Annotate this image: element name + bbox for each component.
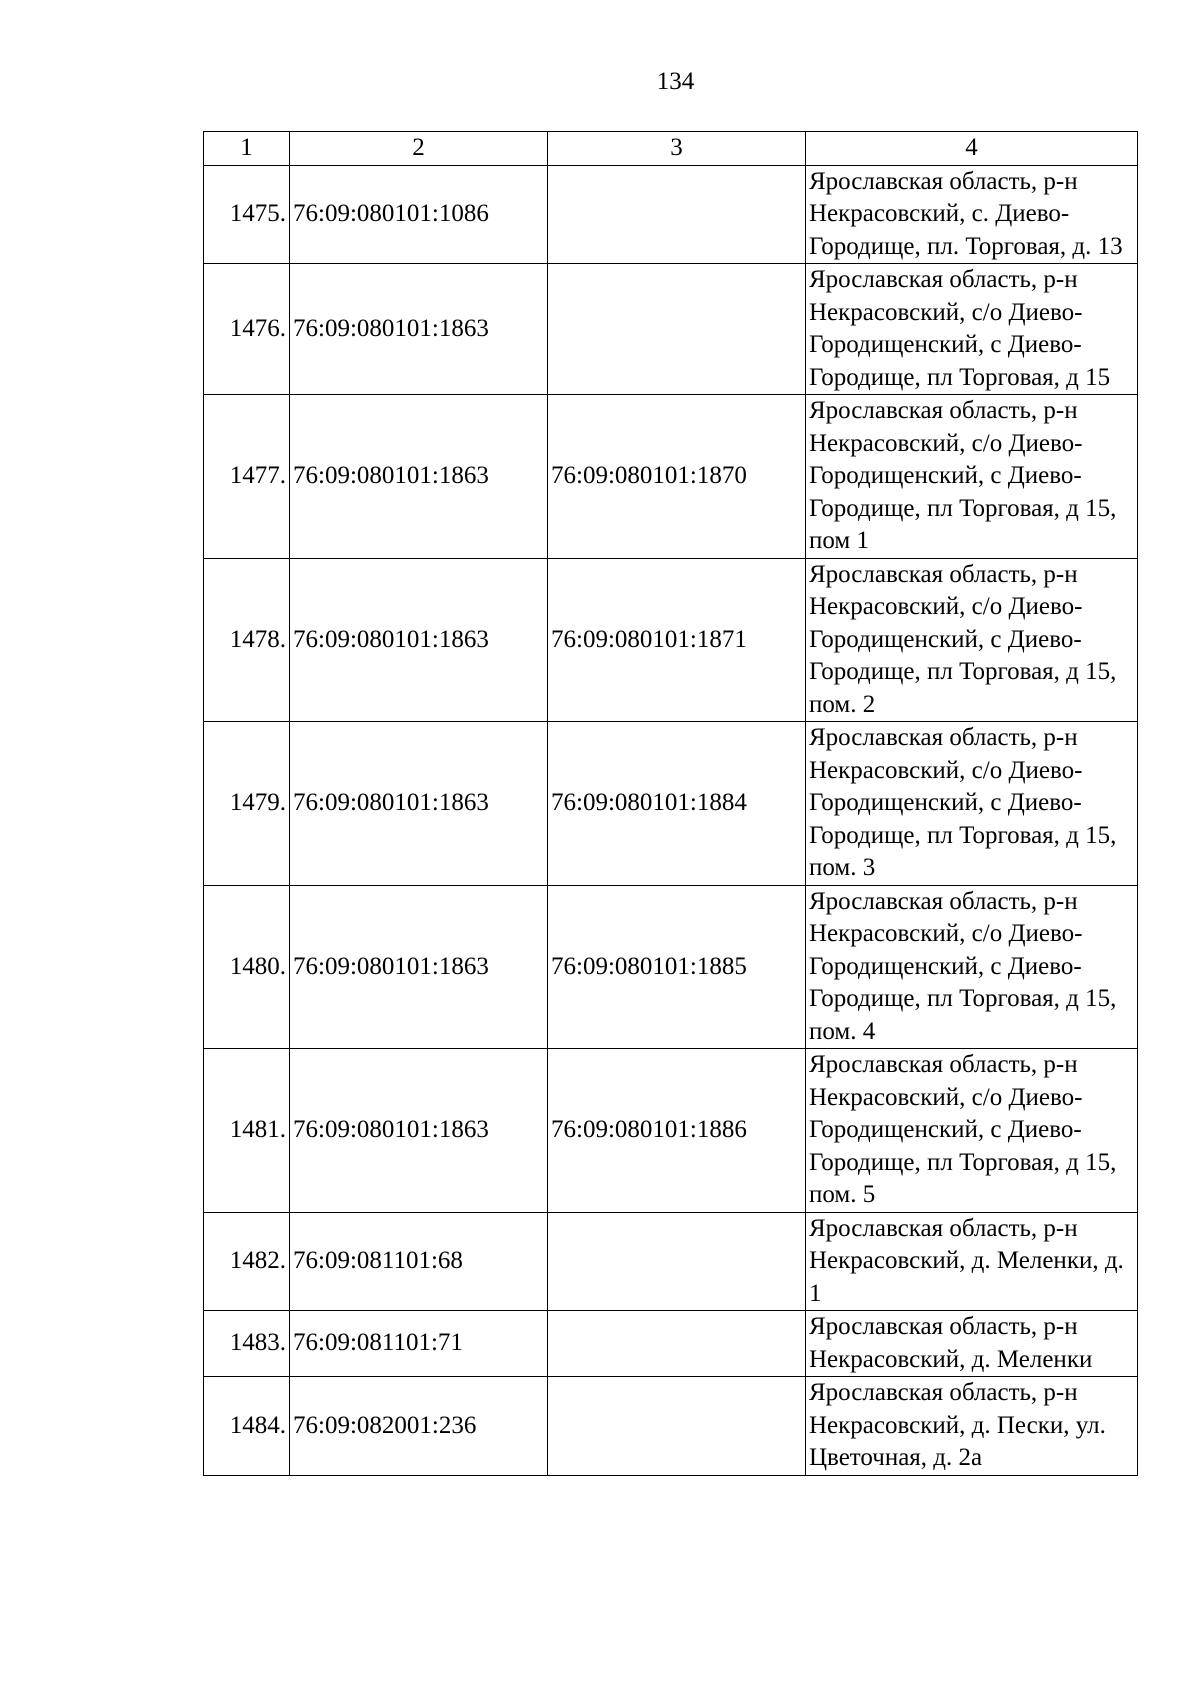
table-row bbox=[204, 1311, 1138, 1377]
address: Ярославская область, р-н Некрасовский, с. Диево-Городище, пл. Торговая, д. 13 bbox=[806, 165, 1138, 264]
table-row bbox=[204, 1377, 1138, 1476]
row-number: 1480. bbox=[204, 885, 290, 1049]
cadastral-number-2 bbox=[548, 1377, 806, 1476]
column-header-2: 2 bbox=[290, 132, 548, 166]
cadastral-number-2 bbox=[548, 264, 806, 395]
table-row bbox=[204, 722, 1138, 886]
cadastral-number: 76:09:080101:1863 bbox=[290, 1049, 548, 1213]
cadastral-number: 76:09:080101:1863 bbox=[290, 558, 548, 722]
cadastral-number-2: 76:09:080101:1871 bbox=[548, 558, 806, 722]
row-number: 1481. bbox=[204, 1049, 290, 1213]
address: Ярославская область, р-н Некрасовский, д. Пески, ул. Цветочная, д. 2а bbox=[806, 1377, 1138, 1476]
column-header-3: 3 bbox=[548, 132, 806, 166]
table-row bbox=[204, 395, 1138, 559]
address: Ярославская область, р-н Некрасовский, с/о Диево-Городищенский, с Диево-Городище, пл Торговая, д 15, пом. 5 bbox=[806, 1049, 1138, 1213]
page-number: 134 bbox=[656, 68, 695, 95]
address: Ярославская область, р-н Некрасовский, с/о Диево-Городищенский, с Диево-Городище, пл Торговая, д 15, пом. 3 bbox=[806, 722, 1138, 886]
cadastral-number-2 bbox=[548, 1212, 806, 1311]
cadastral-number-2 bbox=[548, 165, 806, 264]
column-header-4: 4 bbox=[806, 132, 1138, 166]
cadastral-number: 76:09:080101:1863 bbox=[290, 395, 548, 559]
cadastral-number: 76:09:081101:68 bbox=[290, 1212, 548, 1311]
column-header-1: 1 bbox=[204, 132, 290, 166]
address: Ярославская область, р-н Некрасовский, д. Меленки, д. 1 bbox=[806, 1212, 1138, 1311]
row-number: 1479. bbox=[204, 722, 290, 886]
address: Ярославская область, р-н Некрасовский, с/о Диево-Городищенский, с Диево-Городище, пл Торговая, д 15, пом. 2 bbox=[806, 558, 1138, 722]
row-number: 1475. bbox=[204, 165, 290, 264]
address: Ярославская область, р-н Некрасовский, с/о Диево-Городищенский, с Диево-Городище, пл Торговая, д 15 bbox=[806, 264, 1138, 395]
row-number: 1476. bbox=[204, 264, 290, 395]
cadastral-number: 76:09:080101:1863 bbox=[290, 885, 548, 1049]
header-row bbox=[204, 132, 1138, 166]
cadastral-number-2: 76:09:080101:1870 bbox=[548, 395, 806, 559]
table-row bbox=[204, 1212, 1138, 1311]
row-number: 1482. bbox=[204, 1212, 290, 1311]
cadastral-number-2: 76:09:080101:1885 bbox=[548, 885, 806, 1049]
cadastral-number-2: 76:09:080101:1886 bbox=[548, 1049, 806, 1213]
cadastral-number: 76:09:080101:1086 bbox=[290, 165, 548, 264]
table-row bbox=[204, 885, 1138, 1049]
row-number: 1477. bbox=[204, 395, 290, 559]
cadastral-number-2 bbox=[548, 1311, 806, 1377]
table-row bbox=[204, 264, 1138, 395]
cadastral-number-2: 76:09:080101:1884 bbox=[548, 722, 806, 886]
cadastral-number: 76:09:081101:71 bbox=[290, 1311, 548, 1377]
table-row bbox=[204, 1049, 1138, 1213]
table-row bbox=[204, 558, 1138, 722]
cadastral-number: 76:09:080101:1863 bbox=[290, 264, 548, 395]
row-number: 1484. bbox=[204, 1377, 290, 1476]
address: Ярославская область, р-н Некрасовский, с/о Диево-Городищенский, с Диево-Городище, пл Торговая, д 15, пом. 4 bbox=[806, 885, 1138, 1049]
row-number: 1478. bbox=[204, 558, 290, 722]
registry-table bbox=[203, 131, 1138, 1476]
cadastral-number: 76:09:080101:1863 bbox=[290, 722, 548, 886]
table-row bbox=[204, 165, 1138, 264]
address: Ярославская область, р-н Некрасовский, с/о Диево-Городищенский, с Диево-Городище, пл Торговая, д 15, пом 1 bbox=[806, 395, 1138, 559]
row-number: 1483. bbox=[204, 1311, 290, 1377]
cadastral-number: 76:09:082001:236 bbox=[290, 1377, 548, 1476]
address: Ярославская область, р-н Некрасовский, д. Меленки bbox=[806, 1311, 1138, 1377]
